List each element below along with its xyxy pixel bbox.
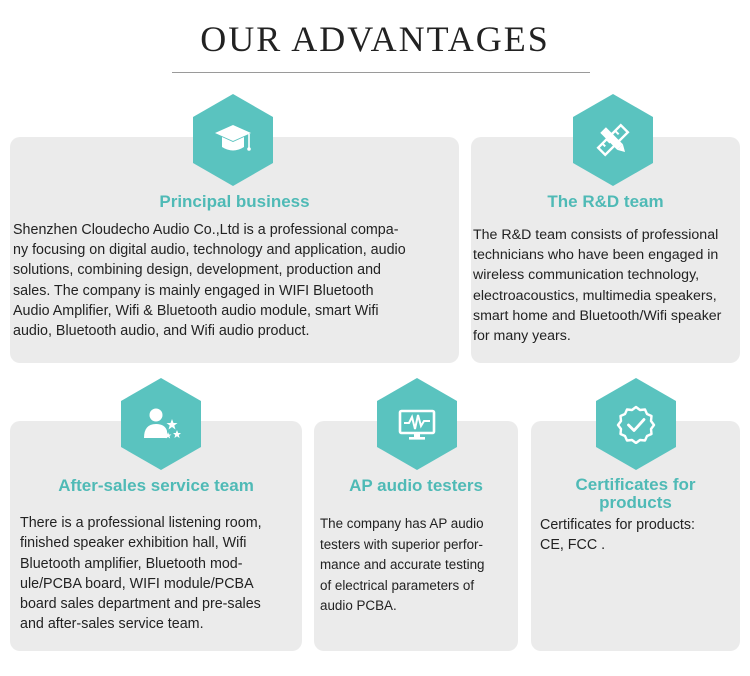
pencil-ruler-icon-glyph — [593, 120, 633, 160]
card-text-certificates: Certificates for products: CE, FCC . — [540, 517, 695, 554]
certificate-badge-icon-glyph — [616, 404, 656, 444]
person-stars-icon-glyph — [141, 404, 181, 444]
card-text-after-sales: There is a professional listening room, finished speaker exhibition hall, Wifi Bluetooth amplifier, Bluetooth mod- ule/PCBA board, WIFI module/PCBA board sales department and pre-sales and after-sales service team. — [20, 515, 262, 633]
card-title-rd-team: The R&D team — [547, 192, 664, 211]
graduation-cap-icon-glyph — [213, 120, 253, 160]
card-text-rd-team: The R&D team consists of professional technicians who have been engaged in wireless communication technology, electroacoustics, multimedia speakers, smart home and Bluetooth/Wifi speaker for many years. — [473, 227, 722, 345]
card-title-after-sales: After-sales service team — [58, 476, 254, 495]
waveform-monitor-icon-glyph — [397, 404, 437, 444]
page-title: OUR ADVANTAGES — [200, 19, 550, 59]
card-title-ap-audio-testers: AP audio testers — [349, 476, 483, 495]
card-title-certificates: Certificates for products — [575, 475, 696, 512]
card-text-ap-audio-testers: The company has AP audio testers with superior perfor- mance and accurate testing of electrical parameters of audio PCBA. — [320, 516, 485, 613]
card-text-principal-business: Shenzhen Cloudecho Audio Co.,Ltd is a professional compa- ny focusing on digital audio, technology and application, audio solutions, combining design, development, production and sales. The company is mainly engaged in WIFI Bluetooth Audio Amplifier, Wifi & Bluetooth audio module, smart Wifi audio, Bluetooth audio, and Wifi audio product. — [13, 222, 406, 340]
title-underline — [172, 72, 590, 73]
card-title-principal-business: Principal business — [159, 192, 310, 211]
